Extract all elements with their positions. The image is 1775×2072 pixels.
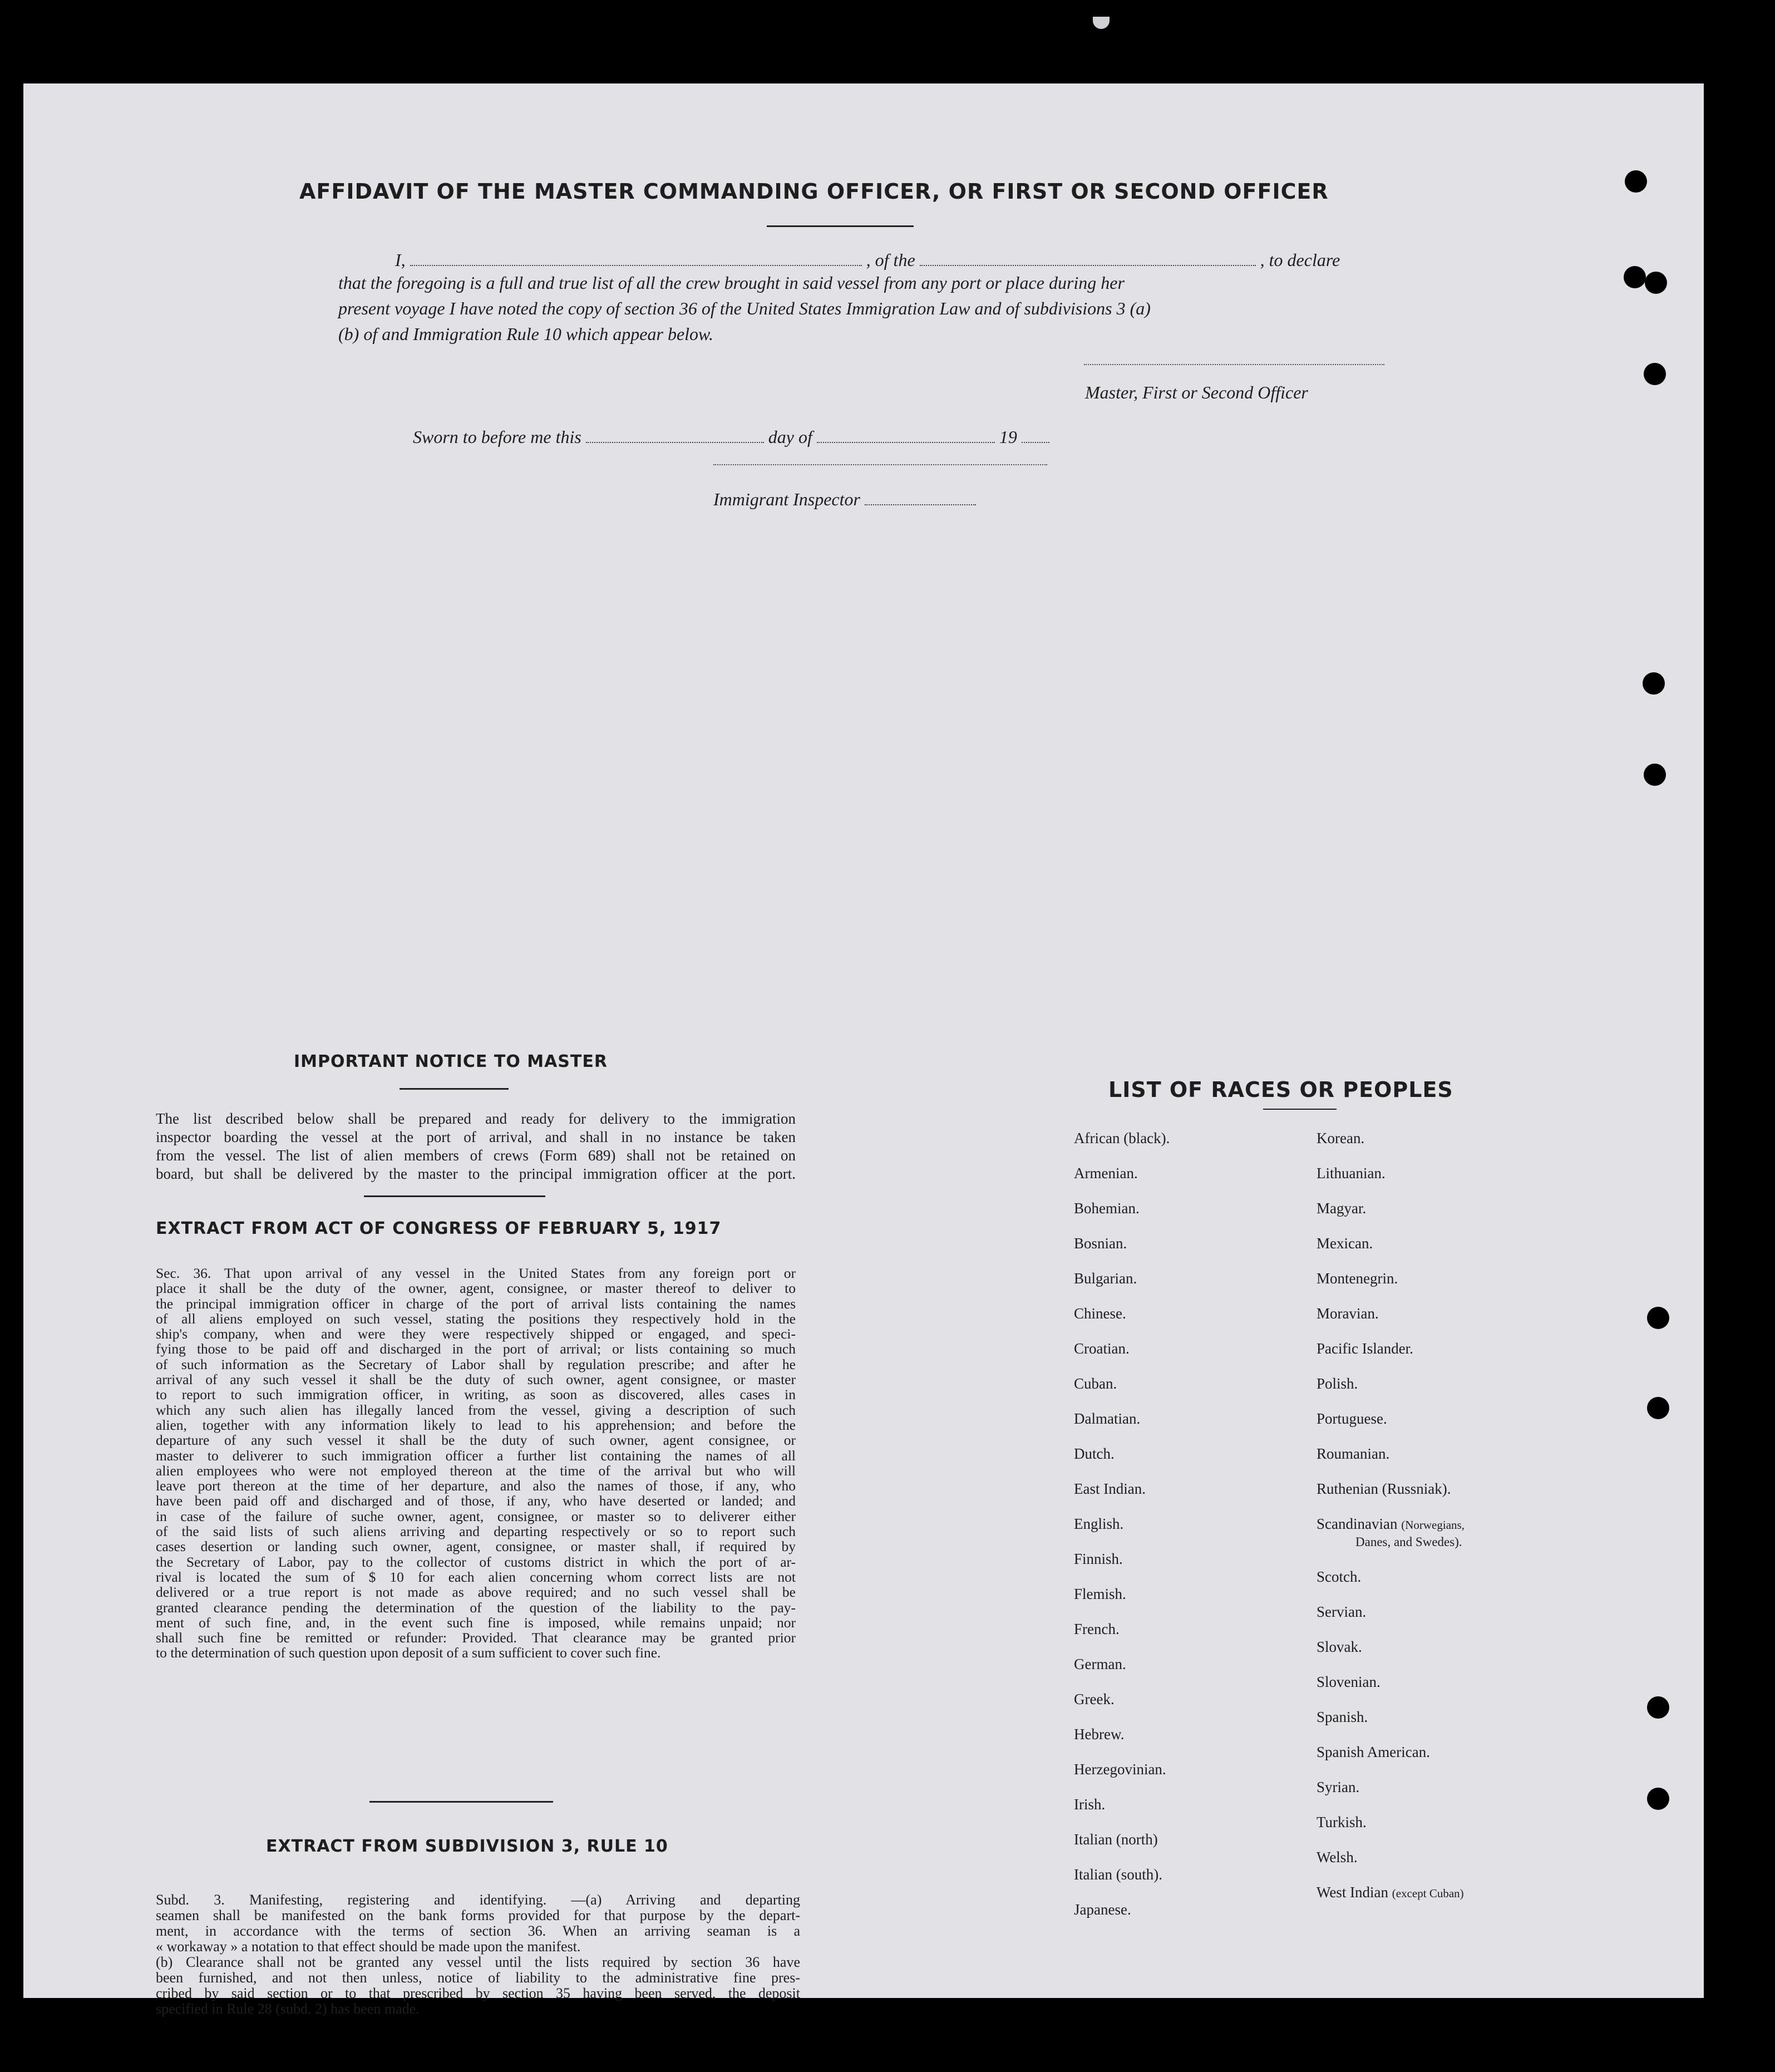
race-item: Bulgarian. bbox=[1074, 1270, 1137, 1287]
race-note: (Norwegians, bbox=[1401, 1518, 1465, 1532]
affidavit-text-line: present voyage I have noted the copy of section 36 of the United States Immigration Law and of subdivisions 3 (a) bbox=[338, 298, 1151, 318]
rule-extract-body bbox=[156, 1892, 800, 2017]
race-item: Welsh. bbox=[1317, 1849, 1358, 1866]
act-line: place it shall be the duty of the owner, agent, consignee, or master thereof to deliver to bbox=[156, 1280, 796, 1297]
race-item: Scandinavian bbox=[1317, 1515, 1398, 1532]
race-item: English. bbox=[1074, 1515, 1124, 1532]
rule-line: (b) Clearance shall not be granted any vessel until the lists required by section 36 have bbox=[156, 1954, 800, 1970]
act-line: to the determination of such question upon deposit of a sum sufficient to cover such fine. bbox=[156, 1645, 661, 1661]
punch-hole bbox=[1647, 1307, 1669, 1329]
rule-line: specified in Rule 28 (subd. 2) has been made. bbox=[156, 2001, 420, 2017]
race-item: Italian (north) bbox=[1074, 1831, 1158, 1848]
punch-hole bbox=[1625, 170, 1647, 193]
act-line: departure of any such vessel it shall be the duty of such owner, agent consignee, or bbox=[156, 1432, 796, 1449]
race-item: Montenegrin. bbox=[1317, 1270, 1398, 1287]
race-item: Ruthenian (Russniak). bbox=[1317, 1480, 1451, 1497]
race-item-scandinavian bbox=[1317, 1515, 1465, 1533]
race-item: Polish. bbox=[1317, 1375, 1358, 1392]
year-prefix: 19 bbox=[999, 427, 1017, 447]
affidavit-declaration-line bbox=[338, 246, 1340, 270]
sworn-line bbox=[413, 423, 1049, 447]
vessel-field[interactable] bbox=[920, 246, 1256, 266]
race-item: Pacific Islander. bbox=[1317, 1340, 1413, 1357]
race-item: West Indian bbox=[1317, 1884, 1389, 1901]
act-line: leave port thereon at the time of her departure, and also the names of those, if any, who bbox=[156, 1478, 796, 1494]
inspector-label-text: Immigrant Inspector bbox=[713, 489, 860, 509]
race-item-west-indian bbox=[1317, 1884, 1464, 1901]
act-line: shall such fine be remitted or refunder: Provided. That clearance may be granted prior bbox=[156, 1630, 796, 1646]
act-line: have been paid off and discharged and of those, if any, who have deserted or landed; and bbox=[156, 1493, 796, 1509]
affidavit-title: AFFIDAVIT OF THE MASTER COMMANDING OFFICER, OR FIRST OR SECOND OFFICER bbox=[299, 179, 1329, 204]
rule-line: seamen shall be manifested on the bank forms provided for that purpose by the depart- bbox=[156, 1907, 800, 1923]
race-item: Scotch. bbox=[1317, 1568, 1362, 1585]
act-extract-title: EXTRACT FROM ACT OF CONGRESS OF FEBRUARY 5, 1917 bbox=[156, 1219, 722, 1238]
sworn-label: Sworn to before me this bbox=[413, 427, 581, 447]
notice-line: The list described below shall be prepared and ready for delivery to the immigration bbox=[156, 1110, 796, 1127]
race-item: Magyar. bbox=[1317, 1200, 1367, 1217]
race-item: Italian (south). bbox=[1074, 1866, 1162, 1883]
race-item: Herzegovinian. bbox=[1074, 1761, 1166, 1778]
act-line: Sec. 36. That upon arrival of any vessel in the United States from any foreign port or bbox=[156, 1265, 796, 1281]
master-signature-line[interactable] bbox=[1084, 364, 1384, 365]
rule-line: Subd. 3. Manifesting, registering and identifying. —(a) Arriving and departing bbox=[156, 1892, 800, 1908]
race-item: Greek. bbox=[1074, 1691, 1115, 1707]
act-line: of the said lists of such aliens arriving and departing respectively or so to report such bbox=[156, 1523, 796, 1540]
race-item: Cuban. bbox=[1074, 1375, 1117, 1392]
act-line: alien employees who were not employed thereon at the time of the arrival but who will bbox=[156, 1462, 796, 1479]
race-item: Portuguese. bbox=[1317, 1410, 1387, 1427]
form-page bbox=[23, 83, 1704, 2017]
act-line: which any such alien has illegally lanced from the vessel, giving a description of such bbox=[156, 1401, 796, 1418]
act-line: delivered or a true report is not made as above required; and no such vessel shall be bbox=[156, 1584, 796, 1601]
inspector-name-field[interactable] bbox=[865, 485, 976, 505]
act-line: master to deliverer to such immigration officer a further list containing the names of all bbox=[156, 1447, 796, 1464]
act-extract-body bbox=[156, 1266, 796, 1661]
sworn-year-field[interactable] bbox=[1022, 423, 1049, 443]
race-item: Slovenian. bbox=[1317, 1674, 1380, 1690]
act-line: ment of such fine, and, in the event such fine is imposed, while remains unpaid; nor bbox=[156, 1614, 796, 1631]
race-item: German. bbox=[1074, 1656, 1126, 1672]
act-line: of all aliens employed on such vessel, stating the positions they respectively hold in the bbox=[156, 1310, 796, 1327]
race-item: Dalmatian. bbox=[1074, 1410, 1141, 1427]
divider bbox=[364, 1195, 545, 1197]
affidavit-text-line: that the foregoing is a full and true list of all the crew brought in said vessel from any port or place during her bbox=[338, 273, 1125, 293]
race-item: Turkish. bbox=[1317, 1814, 1367, 1830]
act-line: ship's company, when and were they were respectively shipped or engaged, and speci- bbox=[156, 1326, 796, 1342]
race-item: African (black). bbox=[1074, 1130, 1170, 1146]
race-item: Mexican. bbox=[1317, 1235, 1373, 1252]
notice-body bbox=[156, 1110, 796, 1183]
punch-hole bbox=[1647, 1788, 1669, 1810]
race-item: Japanese. bbox=[1074, 1901, 1131, 1918]
day-of-label: day of bbox=[768, 427, 812, 447]
races-title: LIST OF RACES OR PEOPLES bbox=[1108, 1077, 1453, 1102]
race-item: Armenian. bbox=[1074, 1165, 1138, 1182]
act-line: fying those to be paid off and discharged in the port of arrival; or lists containing so much bbox=[156, 1341, 796, 1357]
race-item: Finnish. bbox=[1074, 1551, 1123, 1567]
punch-hole bbox=[1647, 1696, 1669, 1719]
punch-hole bbox=[1645, 272, 1667, 294]
to-declare-label: , to declare bbox=[1260, 250, 1340, 270]
race-item: French. bbox=[1074, 1621, 1120, 1637]
of-the-label: , of the bbox=[866, 250, 915, 270]
rule-extract-title: EXTRACT FROM SUBDIVISION 3, RULE 10 bbox=[266, 1837, 668, 1856]
act-line: in case of the failure of suche owner, agent, consignee, or master so to deliverer either bbox=[156, 1508, 796, 1524]
act-line: to report to such immigration officer, in writing, as soon as discovered, alles cases in bbox=[156, 1386, 796, 1403]
punch-hole bbox=[1643, 672, 1665, 695]
race-item: Croatian. bbox=[1074, 1340, 1130, 1357]
race-item: East Indian. bbox=[1074, 1480, 1146, 1497]
race-item: Irish. bbox=[1074, 1796, 1106, 1813]
act-line: rival is located the sum of $ 10 for each alien concerning whom correct lists are not bbox=[156, 1568, 796, 1585]
sworn-month-field[interactable] bbox=[817, 423, 995, 443]
divider bbox=[1263, 1109, 1337, 1110]
act-line: the principal immigration officer in charge of the port of arrival lists containing the names bbox=[156, 1295, 796, 1312]
race-item: Dutch. bbox=[1074, 1445, 1115, 1462]
notice-title: IMPORTANT NOTICE TO MASTER bbox=[294, 1052, 608, 1071]
master-signature-label: Master, First or Second Officer bbox=[1085, 382, 1308, 402]
notice-line: from the vessel. The list of alien members of crews (Form 689) shall not be retained on bbox=[156, 1147, 796, 1164]
rule-line: ment, in accordance with the terms of section 36. When an arriving seaman is a bbox=[156, 1923, 800, 1939]
race-item: Hebrew. bbox=[1074, 1726, 1125, 1743]
race-item: Roumanian. bbox=[1317, 1445, 1390, 1462]
sworn-day-field[interactable] bbox=[586, 423, 764, 443]
act-line: alien, together with any information likely to lead to his apprehension; and before the bbox=[156, 1416, 796, 1433]
divider bbox=[767, 225, 914, 227]
race-note: (except Cuban) bbox=[1392, 1887, 1464, 1900]
punch-hole bbox=[1624, 266, 1646, 288]
punch-hole bbox=[1644, 363, 1666, 385]
i-label: I, bbox=[395, 250, 406, 270]
punch-hole bbox=[1644, 764, 1666, 786]
act-line: the Secretary of Labor, pay to the collector of customs district in which the port of ar- bbox=[156, 1553, 796, 1570]
race-item: Bohemian. bbox=[1074, 1200, 1140, 1217]
inspector-signature-line[interactable] bbox=[713, 464, 1047, 465]
race-item: Lithuanian. bbox=[1317, 1165, 1386, 1182]
act-line: granted clearance pending the determination of the question of the liability to the pay- bbox=[156, 1599, 796, 1616]
punch-hole bbox=[1647, 1397, 1669, 1419]
race-item: Syrian. bbox=[1317, 1779, 1360, 1795]
rule-line: « workaway » a notation to that effect should be made upon the manifest. bbox=[156, 1938, 581, 1955]
act-line: arrival of any such vessel it shall be the duty of such owner, agent consignee, or master bbox=[156, 1371, 796, 1388]
rule-line: been furnished, and not then unless, notice of liability to the administrative fine pres- bbox=[156, 1970, 800, 1986]
race-item: Korean. bbox=[1317, 1130, 1365, 1146]
affidavit-text-line: (b) of and Immigration Rule 10 which appear below. bbox=[338, 324, 713, 344]
rule-line: cribed by said section or to that prescribed by section 35 having been served, the deposit bbox=[156, 1985, 800, 2001]
act-line: of such information as the Secretary of Labor shall by regulation prescribe; and after he bbox=[156, 1356, 796, 1372]
name-field[interactable] bbox=[410, 246, 862, 266]
race-item: Flemish. bbox=[1074, 1586, 1126, 1602]
divider bbox=[400, 1088, 509, 1090]
race-item: Moravian. bbox=[1317, 1305, 1379, 1322]
race-item: Chinese. bbox=[1074, 1305, 1126, 1322]
race-item: Slovak. bbox=[1317, 1638, 1362, 1655]
race-item: Spanish American. bbox=[1317, 1744, 1430, 1760]
scan-notch bbox=[1093, 17, 1110, 29]
notice-line: inspector boarding the vessel at the port of arrival, and shall in no instance be taken bbox=[156, 1129, 796, 1145]
race-item: Spanish. bbox=[1317, 1709, 1368, 1725]
act-line: cases desertion or landing such owner, agent, consignee, or master shall, if required by bbox=[156, 1538, 796, 1555]
notice-line: board, but shall be delivered by the master to the principal immigration officer at the port. bbox=[156, 1165, 796, 1182]
race-item: Bosnian. bbox=[1074, 1235, 1127, 1252]
race-note: Danes, and Swedes). bbox=[1355, 1535, 1462, 1549]
inspector-label bbox=[713, 485, 976, 510]
divider bbox=[369, 1801, 553, 1803]
race-item: Servian. bbox=[1317, 1603, 1367, 1620]
